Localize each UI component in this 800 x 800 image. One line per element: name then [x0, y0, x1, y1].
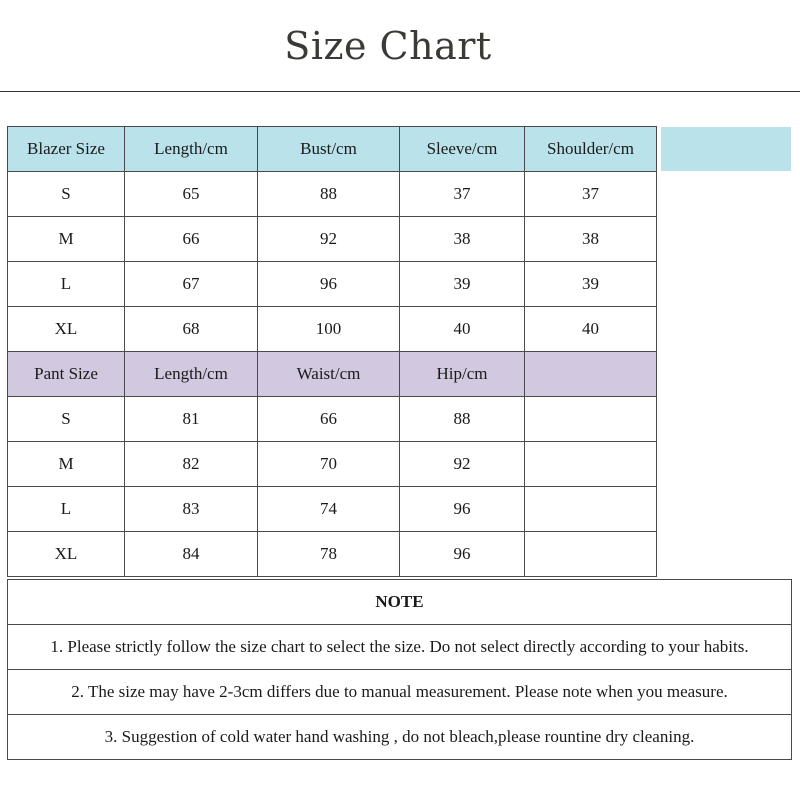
blazer-cell: 37	[525, 172, 657, 217]
note-item: 2. The size may have 2-3cm differs due to manual measurement. Please note when you measure.	[8, 670, 792, 715]
note-title: NOTE	[8, 580, 792, 625]
blazer-cell: 40	[525, 307, 657, 352]
blazer-cell: 39	[525, 262, 657, 307]
blazer-header-cell: Blazer Size	[8, 127, 125, 172]
blazer-cell: S	[8, 172, 125, 217]
blazer-cell: L	[8, 262, 125, 307]
pant-cell: 92	[400, 442, 525, 487]
page-title: Size Chart	[284, 24, 492, 68]
pant-header-cell: Hip/cm	[400, 352, 525, 397]
pant-cell	[525, 442, 657, 487]
blazer-cell: 65	[125, 172, 258, 217]
blazer-cell: 100	[258, 307, 400, 352]
blazer-cell: 67	[125, 262, 258, 307]
blazer-cell: 40	[400, 307, 525, 352]
pant-cell: 84	[125, 532, 258, 577]
blazer-cell: XL	[8, 307, 125, 352]
blazer-header-cell: Length/cm	[125, 127, 258, 172]
pant-row	[8, 487, 657, 532]
blazer-header-cell: Sleeve/cm	[400, 127, 525, 172]
blazer-cell: 92	[258, 217, 400, 262]
pant-header-cell	[525, 352, 657, 397]
note-item: 1. Please strictly follow the size chart to select the size. Do not select directly according to your habits.	[8, 625, 792, 670]
blazer-row	[8, 262, 657, 307]
blazer-cell: 88	[258, 172, 400, 217]
size-table	[7, 126, 657, 577]
header-accent-fill	[661, 127, 791, 171]
pant-cell: L	[8, 487, 125, 532]
pant-cell	[525, 487, 657, 532]
pant-cell: 66	[258, 397, 400, 442]
pant-cell	[525, 532, 657, 577]
pant-cell: 83	[125, 487, 258, 532]
blazer-cell: 38	[525, 217, 657, 262]
pant-cell: 96	[400, 487, 525, 532]
pant-cell: 70	[258, 442, 400, 487]
note-row	[8, 715, 792, 760]
blazer-cell: 68	[125, 307, 258, 352]
title-divider	[0, 91, 800, 92]
blazer-header-cell: Shoulder/cm	[525, 127, 657, 172]
pant-cell: XL	[8, 532, 125, 577]
pant-cell: S	[8, 397, 125, 442]
note-title-row	[8, 580, 792, 625]
notes-table	[7, 579, 792, 760]
pant-cell	[525, 397, 657, 442]
pant-header-row	[8, 352, 657, 397]
blazer-cell: 66	[125, 217, 258, 262]
blazer-cell: 96	[258, 262, 400, 307]
pant-header-cell: Pant Size	[8, 352, 125, 397]
pant-cell: 96	[400, 532, 525, 577]
pant-row	[8, 442, 657, 487]
pant-header-cell: Length/cm	[125, 352, 258, 397]
pant-cell: 88	[400, 397, 525, 442]
blazer-row	[8, 172, 657, 217]
blazer-cell: 39	[400, 262, 525, 307]
pant-cell: M	[8, 442, 125, 487]
note-item: 3. Suggestion of cold water hand washing , do not bleach,please rountine dry cleaning.	[8, 715, 792, 760]
blazer-row	[8, 307, 657, 352]
note-row	[8, 670, 792, 715]
blazer-header-cell: Bust/cm	[258, 127, 400, 172]
blazer-header-row	[8, 127, 657, 172]
blazer-cell: 37	[400, 172, 525, 217]
pant-cell: 74	[258, 487, 400, 532]
note-row	[8, 625, 792, 670]
pant-row	[8, 397, 657, 442]
pant-cell: 81	[125, 397, 258, 442]
pant-cell: 78	[258, 532, 400, 577]
blazer-cell: 38	[400, 217, 525, 262]
pant-cell: 82	[125, 442, 258, 487]
pant-header-cell: Waist/cm	[258, 352, 400, 397]
blazer-cell: M	[8, 217, 125, 262]
pant-row	[8, 532, 657, 577]
blazer-row	[8, 217, 657, 262]
